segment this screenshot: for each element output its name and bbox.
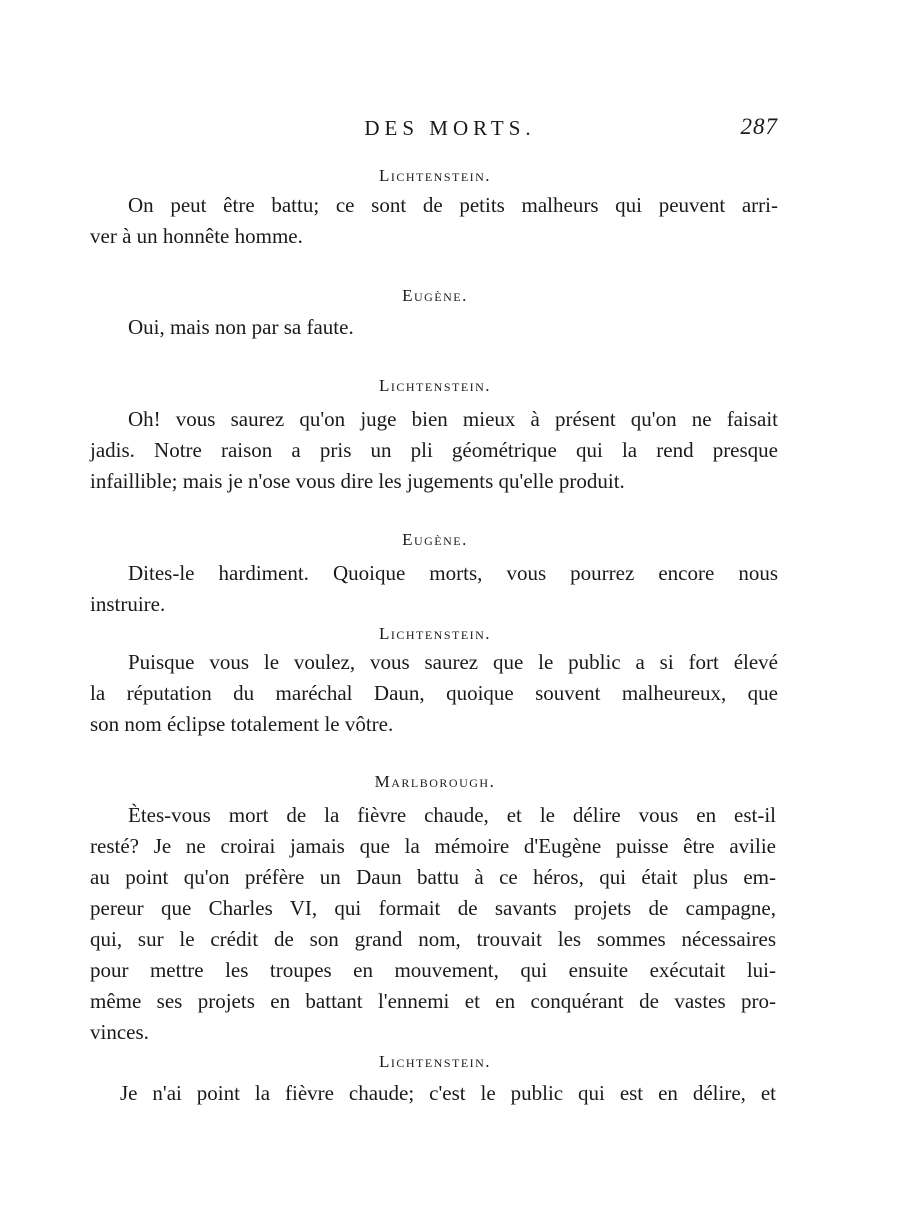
speaker-name: Lichtenstein.: [378, 376, 492, 395]
text-line: la réputation du maréchal Daun, quoique souvent malheureux, que: [90, 681, 778, 705]
text-line: son nom éclipse totalement le vôtre.: [90, 712, 394, 736]
speech-paragraph: [90, 404, 778, 497]
text-line: Puisque vous le voulez, vous saurez que le public a si fort élevé: [128, 650, 778, 674]
text-line: Ètes-vous mort de la fièvre chaude, et le délire vous en est-il: [128, 803, 776, 827]
speech-paragraph: [90, 647, 778, 740]
text-line: Oh! vous saurez qu'on juge bien mieux à présent qu'on ne faisait: [128, 407, 778, 431]
text-line: ver à un honnête homme.: [90, 224, 303, 248]
running-title: DES MORTS.: [364, 116, 536, 140]
speaker-name: Lichtenstein.: [378, 166, 492, 185]
speech-paragraph: [90, 190, 778, 252]
text-line: Dites-le hardiment. Quoique morts, vous pourrez encore nous: [128, 561, 778, 585]
text-line: pour mettre les troupes en mouvement, qui ensuite exécutait lui-: [90, 958, 776, 982]
speech-paragraph: [90, 800, 776, 1048]
text-line: infaillible; mais je n'ose vous dire les jugements qu'elle produit.: [90, 469, 625, 493]
text-line: resté? Je ne croirai jamais que la mémoire d'Eugène puisse être avilie: [90, 834, 776, 858]
speaker-name: Marlborough.: [374, 772, 496, 791]
speech-paragraph: [90, 1078, 776, 1109]
text-line: Oui, mais non par sa faute.: [128, 315, 354, 339]
text-line: même ses projets en battant l'ennemi et en conquérant de vastes pro-: [90, 989, 776, 1013]
text-line: pereur que Charles VI, qui formait de savants projets de campagne,: [90, 896, 776, 920]
text-line: On peut être battu; ce sont de petits malheurs qui peuvent arri-: [128, 193, 778, 217]
speaker-name: Eugène.: [402, 530, 468, 549]
speaker-name: Eugène.: [402, 286, 468, 305]
text-line: qui, sur le crédit de son grand nom, trouvait les sommes nécessaires: [90, 927, 776, 951]
text-line: vinces.: [90, 1020, 149, 1044]
text-line: instruire.: [90, 592, 166, 616]
speech-paragraph: [90, 312, 778, 343]
text-line: Je n'ai point la fièvre chaude; c'est le public qui est en délire, et: [120, 1081, 776, 1105]
text-line: jadis. Notre raison a pris un pli géométrique qui la rend presque: [90, 438, 778, 462]
speaker-name: Lichtenstein.: [378, 1052, 492, 1071]
text-line: au point qu'on préfère un Daun battu à ce héros, qui était plus em-: [90, 865, 776, 889]
page-number: 287: [740, 114, 778, 139]
speaker-name: Lichtenstein.: [378, 624, 492, 643]
speech-paragraph: [90, 558, 778, 620]
